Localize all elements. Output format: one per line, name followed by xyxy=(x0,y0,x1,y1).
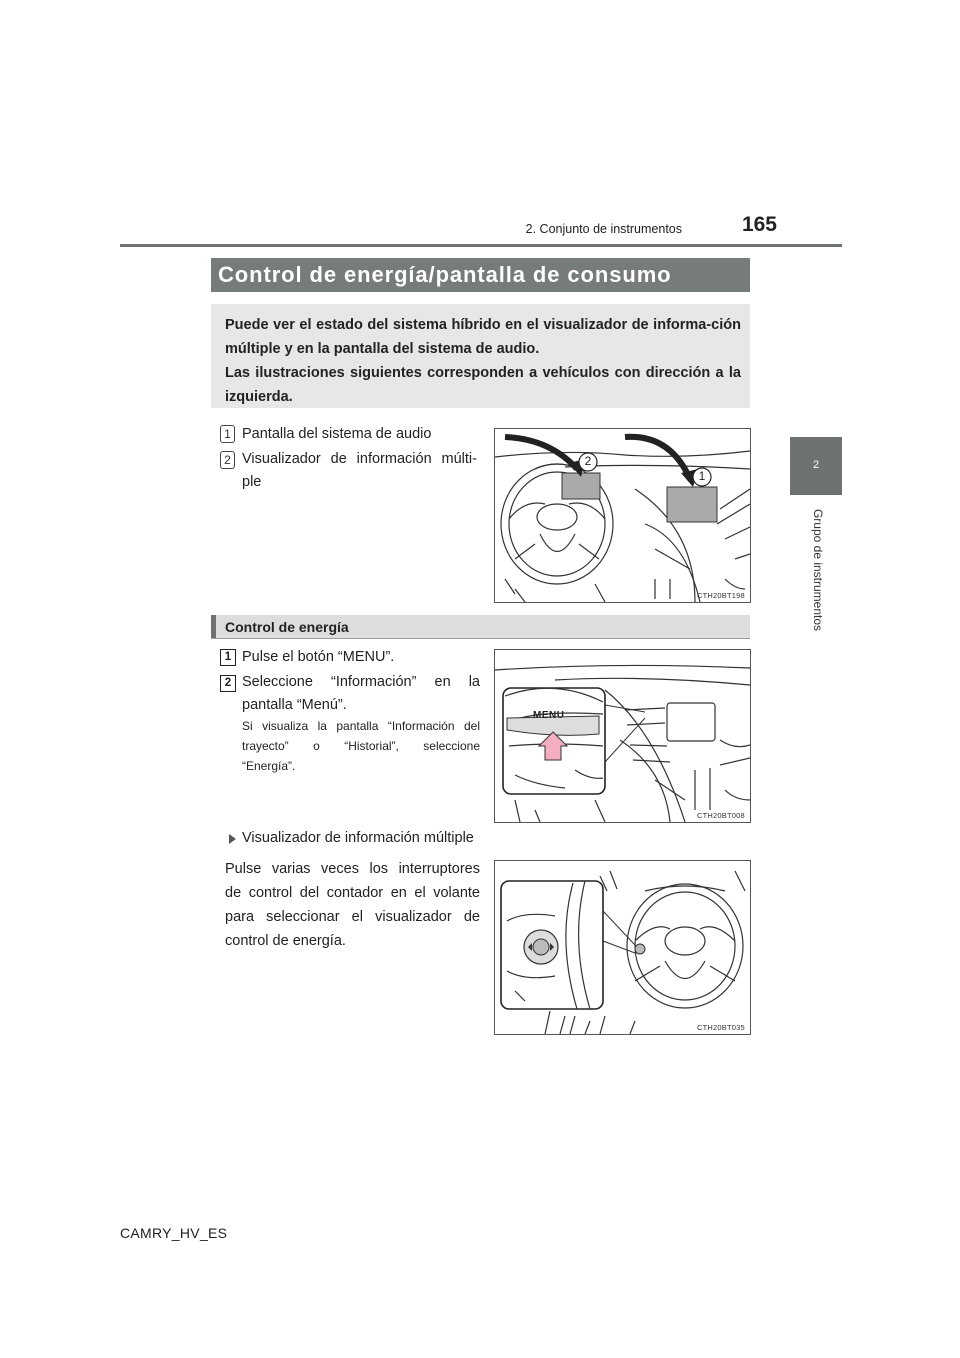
subsection-title: Control de energía xyxy=(225,619,349,635)
legend-number-2: 2 xyxy=(220,451,235,469)
figure-code: CTH20BT198 xyxy=(697,591,745,600)
figure-code: CTH20BT035 xyxy=(697,1023,745,1032)
chapter-label: Grupo de instrumentos xyxy=(811,508,825,632)
figure-code: CTH20BT008 xyxy=(697,811,745,820)
step-text-2-line1: Seleccione “Información” en la xyxy=(242,674,480,690)
intro-paragraph-1: Puede ver el estado del sistema híbrido en el visualizador de informa-ción múltiple y en la pantalla del sistema de audio. xyxy=(225,317,741,357)
subsection-bar-accent xyxy=(211,615,216,639)
step-text-2-line2: pantalla “Menú”. xyxy=(242,697,347,713)
step-number-2: 2 xyxy=(220,675,236,692)
figure-callout-1: 1 xyxy=(698,469,706,483)
intro-paragraph-2: Las ilustraciones siguientes corresponden a vehículos con dirección a la izquierda. xyxy=(225,365,741,405)
menu-button-label: MENU xyxy=(533,710,565,721)
running-header-section: 2. Conjunto de instrumentos xyxy=(525,222,682,236)
figure-callout-2: 2 xyxy=(584,454,592,468)
figure-steering-switches xyxy=(494,860,751,1035)
bullet-text-line2: de control del contador en el volante xyxy=(225,885,480,901)
legend-text-2-line2: ple xyxy=(242,474,262,490)
bullet-triangle-icon xyxy=(229,834,236,844)
step-number-1: 1 xyxy=(220,649,236,666)
menu-button-illustration xyxy=(495,650,750,822)
footer-model-code: CAMRY_HV_ES xyxy=(120,1225,228,1241)
bullet-heading: Visualizador de información múltiple xyxy=(242,830,474,846)
dashboard-illustration xyxy=(495,429,750,602)
step-text-1: Pulse el botón “MENU”. xyxy=(242,649,395,665)
bullet-text-line3: para seleccionar el visualizador de xyxy=(225,909,480,925)
figure-menu-button xyxy=(494,649,751,823)
step-note-line1: Si visualiza la pantalla “Información del xyxy=(242,719,480,733)
steering-switch-illustration xyxy=(495,861,750,1034)
bullet-text-line4: control de energía. xyxy=(225,933,346,949)
figure-dashboard-overview xyxy=(494,428,751,603)
header-rule xyxy=(120,244,842,247)
page-title: Control de energía/pantalla de consumo xyxy=(218,262,672,287)
legend-text-2-line1: Visualizador de información múlti- xyxy=(242,451,477,467)
step-note-line3: “Energía”. xyxy=(242,759,296,773)
legend-number-1: 1 xyxy=(220,425,235,443)
page-number: 165 xyxy=(741,213,777,236)
chapter-tab: 2 xyxy=(790,437,842,495)
bullet-text-line1: Pulse varias veces los interruptores xyxy=(225,861,480,877)
step-note-line2: trayecto” o “Historial”, seleccione xyxy=(242,739,480,753)
legend-text-1: Pantalla del sistema de audio xyxy=(242,426,432,442)
